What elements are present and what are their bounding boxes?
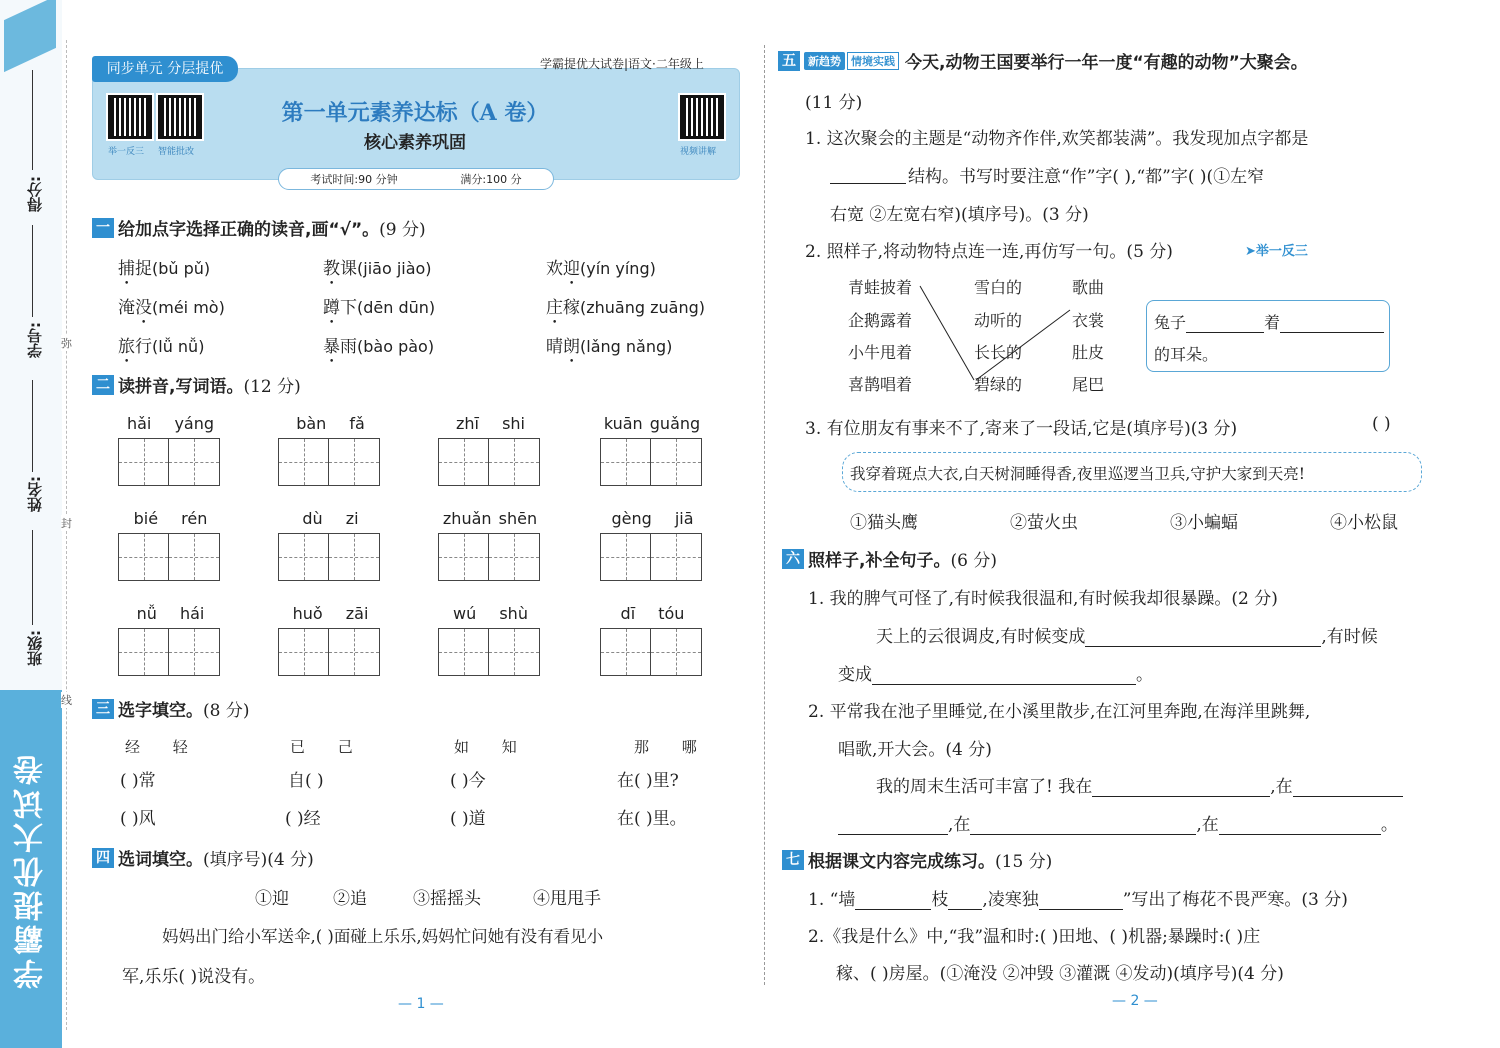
match-example-lines bbox=[910, 280, 1080, 390]
pinyin-4: kuān guǎng bbox=[603, 414, 701, 433]
writing-grid-8[interactable] bbox=[600, 533, 702, 581]
brand-title: 学霸提优大试卷 bbox=[14, 751, 49, 989]
q3-blank-2b[interactable]: ( )经 bbox=[285, 809, 321, 829]
q5-points: (11 分) bbox=[805, 93, 863, 113]
q3-chars-3: 如 知 bbox=[454, 738, 517, 756]
q3-blank-1a[interactable]: ( )常 bbox=[120, 771, 156, 791]
exam-subtitle: 核心素养巩固 bbox=[364, 133, 466, 153]
q1-item-1: 捕捉(bǔ pǔ) bbox=[118, 259, 211, 279]
q4-points: (填序号)(4 分) bbox=[203, 850, 314, 870]
pinyin-11: wú shù bbox=[453, 604, 528, 623]
q6-title: 照样子,补全句子。 bbox=[808, 551, 951, 571]
imitate-line-1: 兔子 着 bbox=[1154, 310, 1384, 333]
q3-blank-4a[interactable]: 在( )里? bbox=[617, 771, 679, 791]
q6-number: 六 bbox=[782, 549, 804, 569]
q5-s1-line3: 右宽 ②左宽右窄)(填序号)。(3 分) bbox=[830, 205, 1089, 225]
q4-option-2: ②追 bbox=[333, 889, 367, 909]
qr-code-video[interactable] bbox=[680, 95, 724, 139]
q1-number: 一 bbox=[92, 218, 114, 238]
writing-grid-12[interactable] bbox=[600, 628, 702, 676]
name-line bbox=[32, 380, 33, 472]
q4-passage-line-1: 妈妈出门给小军送伞,( )面碰上乐乐,妈妈忙问她有没有看见小 bbox=[162, 927, 604, 946]
q6-points: (6 分) bbox=[950, 551, 997, 571]
q5-s3-option-2[interactable]: ②萤火虫 bbox=[1010, 513, 1078, 533]
writing-grid-4[interactable] bbox=[600, 438, 702, 486]
q7-s1: 1. “墙 枝 ,凌寒独 ”写出了梅花不畏严寒。(3 分) bbox=[808, 890, 1348, 910]
qr-code-1[interactable] bbox=[108, 95, 152, 139]
q3-blank-2a[interactable]: 自( ) bbox=[288, 771, 324, 791]
q7-blank-3[interactable] bbox=[1039, 909, 1123, 910]
q7-number: 七 bbox=[782, 850, 804, 870]
q7-blank-1[interactable] bbox=[855, 909, 931, 910]
match-left-3[interactable]: 小牛甩着 bbox=[848, 343, 913, 362]
score-line bbox=[32, 70, 33, 170]
q6-blank-5[interactable] bbox=[838, 834, 948, 835]
trend-badge: 新趋势 bbox=[804, 52, 845, 70]
q1-item-2: 教课(jiāo jiào) bbox=[323, 259, 432, 279]
qr-caption-1: 举一反三 bbox=[108, 147, 145, 157]
q5-s1-line1: 1. 这次聚会的主题是“动物齐作伴,欢笑都装满”。我发现加点字都是 bbox=[805, 129, 1309, 149]
q3-blank-3b[interactable]: ( )道 bbox=[450, 809, 486, 829]
pinyin-3: zhī shi bbox=[456, 414, 525, 433]
q4-heading bbox=[92, 845, 314, 870]
q2-title: 读拼音,写词语。 bbox=[118, 377, 244, 397]
q6-blank-4[interactable] bbox=[1293, 796, 1403, 797]
pinyin-8: gèng jiā bbox=[611, 509, 694, 528]
practice-badge: 情境实践 bbox=[847, 52, 899, 70]
q7-s2-line1: 2.《我是什么》中,“我”温和时:( )田地、( )机器;暴躁时:( )庄 bbox=[808, 927, 1261, 947]
cut-mark-mi: 弥 bbox=[61, 337, 72, 350]
pinyin-6: dù zi bbox=[302, 509, 359, 528]
pinyin-2: bàn fǎ bbox=[296, 414, 365, 433]
match-mid-4[interactable]: 碧绿的 bbox=[974, 375, 1023, 394]
imitate-blank-2[interactable] bbox=[1280, 332, 1384, 333]
q6-s1-line2: 天上的云很调皮,有时候变成 ,有时候 bbox=[876, 627, 1378, 647]
match-left-2[interactable]: 企鹅露着 bbox=[848, 311, 913, 330]
writing-grid-3[interactable] bbox=[438, 438, 540, 486]
q5-s3-option-1[interactable]: ①猫头鹰 bbox=[850, 513, 918, 533]
q3-number: 三 bbox=[92, 699, 114, 719]
q4-passage-line-2: 军,乐乐( )说没有。 bbox=[122, 967, 266, 987]
q4-option-4: ④甩甩手 bbox=[533, 889, 601, 909]
pinyin-1: hǎi yáng bbox=[126, 414, 215, 433]
q1-item-9: 晴朗(lǎng nǎng) bbox=[546, 337, 673, 357]
match-left-1[interactable]: 青蛙披着 bbox=[848, 278, 913, 297]
student-id-line bbox=[32, 225, 33, 317]
q5-s3-answer-blank[interactable]: ( ) bbox=[1372, 414, 1391, 434]
pinyin-9: nǚ hái bbox=[136, 604, 205, 623]
q6-s2-line3: 我的周末生活可丰富了! 我在 ,在 bbox=[876, 772, 1403, 797]
q6-s2-line4: ,在 ,在 。 bbox=[838, 810, 1398, 835]
writing-grid-2[interactable] bbox=[278, 438, 380, 486]
q5-s1-line2: 结构。书写时要注意“作”字( ),“都”字( )(①左窄 bbox=[908, 167, 1265, 187]
q4-option-3: ③摇摇头 bbox=[413, 889, 481, 909]
q3-points: (8 分) bbox=[203, 701, 250, 721]
qr-caption-video: 视频讲解 bbox=[680, 147, 717, 157]
score-label: 得分: bbox=[26, 176, 44, 212]
match-right-4[interactable]: 尾巴 bbox=[1072, 375, 1105, 394]
q7-heading bbox=[782, 847, 1052, 872]
writing-grid-6[interactable] bbox=[278, 533, 380, 581]
q1-item-6: 庄稼(zhuāng zuāng) bbox=[546, 298, 705, 318]
q1-item-7: 旅行(lǚ nǚ) bbox=[118, 337, 205, 357]
q3-chars-4: 那 哪 bbox=[634, 738, 697, 756]
writing-grid-5[interactable] bbox=[118, 533, 220, 581]
q6-s2-line1: 2. 平常我在池子里睡觉,在小溪里散步,在江河里奔跑,在海洋里跳舞, bbox=[808, 702, 1311, 722]
q1-heading bbox=[92, 215, 426, 240]
q7-points: (15 分) bbox=[995, 852, 1053, 872]
q1-item-3: 欢迎(yín yíng) bbox=[546, 259, 656, 279]
writing-grid-10[interactable] bbox=[278, 628, 380, 676]
match-right-2[interactable]: 衣裳 bbox=[1072, 311, 1105, 330]
q1-item-8: 暴雨(bào pào) bbox=[323, 337, 435, 357]
q6-blank-2[interactable] bbox=[872, 684, 1136, 685]
match-mid-3[interactable]: 长长的 bbox=[974, 343, 1023, 362]
q5-s3: 3. 有位朋友有事来不了,寄来了一段话,它是(填序号)(3 分) bbox=[805, 419, 1238, 439]
q5-s2: 2. 照样子,将动物特点连一连,再仿写一句。(5 分) bbox=[805, 242, 1173, 262]
student-id-label: 学号: bbox=[26, 322, 44, 358]
q4-title: 选词填空。 bbox=[118, 850, 203, 870]
q3-blank-4b[interactable]: 在( )里。 bbox=[617, 809, 687, 829]
q1-points: (9 分) bbox=[379, 220, 426, 240]
series-label: 学霸提优大试卷|语文·二年级上 bbox=[540, 57, 704, 71]
unit-tag: 同步单元 分层提优 bbox=[92, 56, 238, 82]
q6-blank-7[interactable] bbox=[1219, 834, 1381, 835]
pinyin-10: huǒ zāi bbox=[292, 604, 369, 623]
q6-heading bbox=[782, 546, 997, 571]
page-number-right: — 2 — bbox=[1112, 993, 1158, 1009]
pinyin-7: zhuǎn shēn bbox=[442, 509, 538, 528]
q6-s2-line2: 唱歌,开大会。(4 分) bbox=[838, 740, 992, 760]
q6-blank-1[interactable] bbox=[1085, 646, 1321, 647]
q4-number: 四 bbox=[92, 848, 114, 868]
q6-s1: 1. 我的脾气可怪了,有时候我很温和,有时候我却很暴躁。(2 分) bbox=[808, 589, 1278, 609]
exam-info-bar bbox=[278, 168, 554, 190]
qr-caption-2: 智能批改 bbox=[158, 147, 195, 157]
q7-s2-line2: 稼、( )房屋。(①淹没 ②冲毁 ③灌溉 ④发动)(填序号)(4 分) bbox=[836, 964, 1284, 984]
q3-blank-1b[interactable]: ( )风 bbox=[120, 809, 156, 829]
q4-option-1: ①迎 bbox=[255, 889, 289, 909]
match-mid-1[interactable]: 雪白的 bbox=[974, 278, 1023, 297]
qr-code-2[interactable] bbox=[158, 95, 202, 139]
q5-heading bbox=[778, 48, 1308, 73]
q3-heading bbox=[92, 696, 249, 721]
q5-number: 五 bbox=[778, 51, 800, 71]
q1-item-5: 蹲下(dēn dūn) bbox=[323, 298, 436, 318]
exam-title: 第一单元素养达标（A 卷） bbox=[281, 100, 549, 126]
match-right-1[interactable]: 歌曲 bbox=[1072, 278, 1105, 297]
q5-extend-link[interactable]: ➤举一反三 bbox=[1245, 244, 1308, 259]
full-score: 满分:100 分 bbox=[460, 173, 522, 186]
cut-mark-feng: 封 bbox=[61, 517, 72, 530]
q5-title: 今天,动物王国要举行一年一度“有趣的动物”大聚会。 bbox=[905, 53, 1308, 73]
cut-mark-xian: 线 bbox=[61, 694, 72, 707]
exam-time: 考试时间:90 分钟 bbox=[310, 173, 398, 186]
q5-structure-blank[interactable] bbox=[830, 164, 906, 184]
riddle-text: 我穿着斑点大衣,白天树洞睡得香,夜里巡逻当卫兵,守护大家到天亮! bbox=[850, 465, 1306, 483]
match-right-3[interactable]: 肚皮 bbox=[1072, 343, 1105, 362]
match-left-4[interactable]: 喜鹊唱着 bbox=[848, 375, 913, 394]
seal-dashed-line bbox=[66, 40, 67, 1030]
q2-points: (12 分) bbox=[243, 377, 301, 397]
q3-chars-1: 经 轻 bbox=[125, 738, 188, 756]
imitate-blank-1[interactable] bbox=[1186, 332, 1264, 333]
pinyin-12: dī tóu bbox=[620, 604, 685, 623]
writing-grid-9[interactable] bbox=[118, 628, 220, 676]
page-number-left: — 1 — bbox=[398, 996, 444, 1012]
q2-number: 二 bbox=[92, 375, 114, 395]
page-divider bbox=[764, 45, 765, 985]
writing-grid-11[interactable] bbox=[438, 628, 540, 676]
q5-s3-option-3[interactable]: ③小蝙蝠 bbox=[1170, 513, 1238, 533]
name-label: 姓名: bbox=[26, 476, 44, 512]
q6-blank-6[interactable] bbox=[970, 834, 1196, 835]
q5-s3-option-4[interactable]: ④小松鼠 bbox=[1330, 513, 1398, 533]
q7-blank-2[interactable] bbox=[948, 909, 982, 910]
class-label: 班级: bbox=[26, 630, 44, 666]
writing-grid-1[interactable] bbox=[118, 438, 220, 486]
q1-title: 给加点字选择正确的读音,画“√”。 bbox=[118, 220, 380, 240]
imitate-line-2: 的耳朵。 bbox=[1154, 345, 1219, 364]
q7-title: 根据课文内容完成练习。 bbox=[808, 852, 995, 872]
q6-blank-3[interactable] bbox=[1092, 796, 1270, 797]
q1-item-4: 淹没(méi mò) bbox=[118, 298, 225, 318]
class-line bbox=[32, 530, 33, 625]
pinyin-5: bié rén bbox=[133, 509, 208, 528]
writing-grid-7[interactable] bbox=[438, 533, 540, 581]
match-mid-2[interactable]: 动听的 bbox=[974, 311, 1023, 330]
q3-title: 选字填空。 bbox=[118, 701, 203, 721]
q3-blank-3a[interactable]: ( )今 bbox=[450, 771, 486, 791]
q6-s1-line3: 变成 。 bbox=[838, 665, 1153, 685]
q2-heading bbox=[92, 372, 301, 397]
q3-chars-2: 已 己 bbox=[290, 738, 353, 756]
